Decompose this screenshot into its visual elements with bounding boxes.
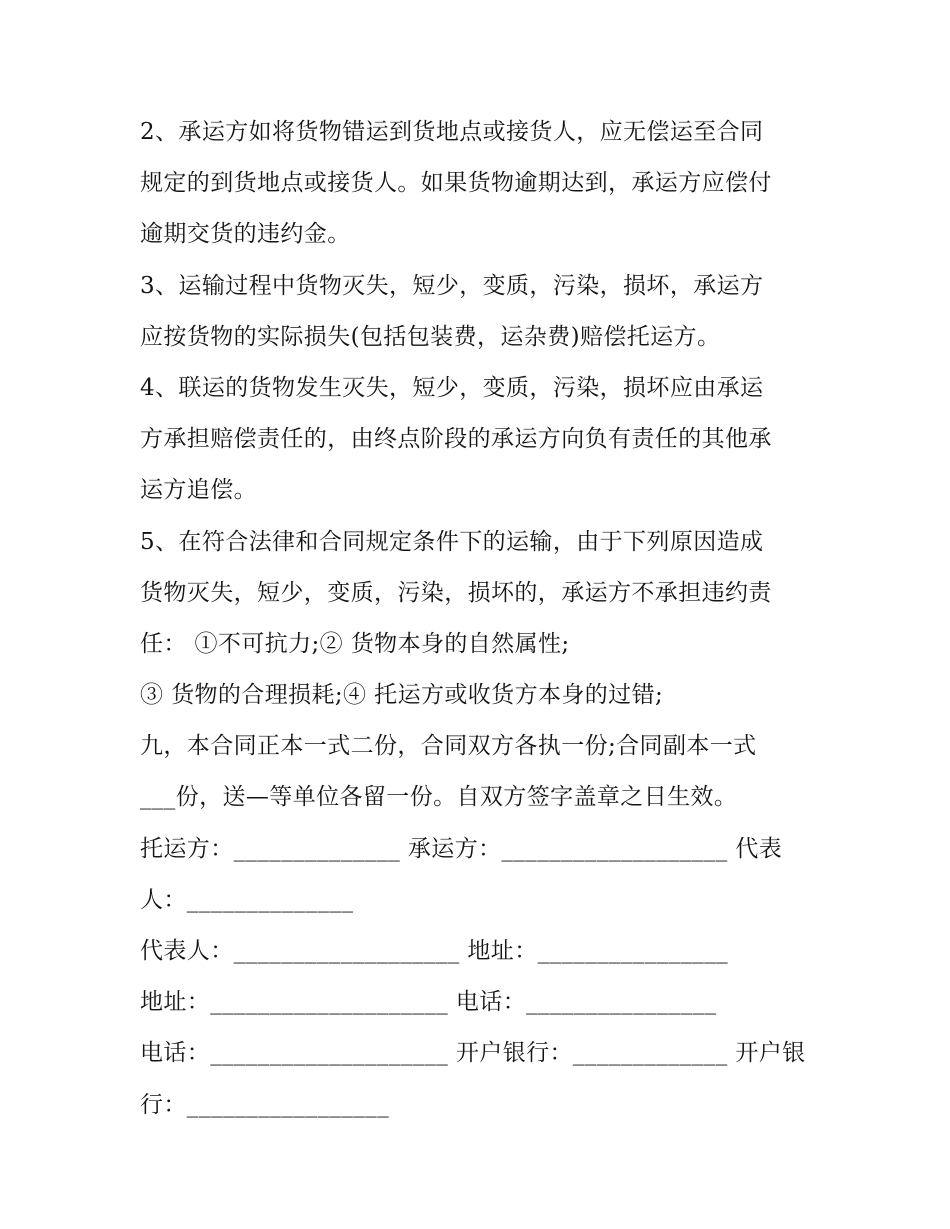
text-line: 应按货物的实际损失(包括包装费，运杂费)赔偿托运方。	[140, 323, 721, 350]
text-line: 方承担赔偿责任的，由终点阶段的承运方向负有责任的其他承	[140, 426, 772, 453]
contract-body	[140, 107, 820, 1131]
signature-line-phone-bank: 电话：____________________ 开户银行：_____________ 开户银	[140, 1040, 806, 1067]
signature-line-address-phone: 地址：____________________ 电话：________________	[140, 989, 717, 1016]
text-line: 任： ①不可抗力;② 货物本身的自然属性;	[140, 630, 570, 657]
signature-line-rep: 人：______________	[140, 886, 354, 913]
text-line: ③ 货物的合理损耗;④ 托运方或收货方本身的过错;	[140, 682, 664, 709]
text-line: 运方追偿。	[140, 477, 257, 504]
text-line: 货物灭失，短少，变质，污染，损坏的，承运方不承担违约责	[140, 579, 772, 606]
signature-line-shipper: 托运方：______________ 承运方：___________________ 代表	[140, 835, 783, 862]
signature-line-rep-address: 代表人：___________________ 地址：________________	[140, 938, 729, 964]
text-line: 九，本合同正本一式二份，合同双方各执一份;合同副本一式	[140, 733, 757, 760]
text-line: 4、联运的货物发生灭失，短少，变质，污染，损坏应由承运	[140, 374, 764, 401]
text-line: 5、在符合法律和合同规定条件下的运输，由于下列原因造成	[140, 528, 764, 555]
text-line: 2、承运方如将货物错运到货地点或接货人，应无偿运至合同	[140, 119, 764, 145]
text-line: 逾期交货的违约金。	[140, 221, 351, 248]
text-line: 3、运输过程中货物灭失，短少，变质，污染，损坏，承运方	[140, 272, 764, 299]
text-line: ___份，送—等单位各留一份。自双方签字盖章之日生效。	[140, 784, 738, 811]
text-line: 规定的到货地点或接货人。如果货物逾期达到，承运方应偿付	[140, 170, 772, 197]
signature-line-bank: 行：_________________	[140, 1091, 390, 1118]
